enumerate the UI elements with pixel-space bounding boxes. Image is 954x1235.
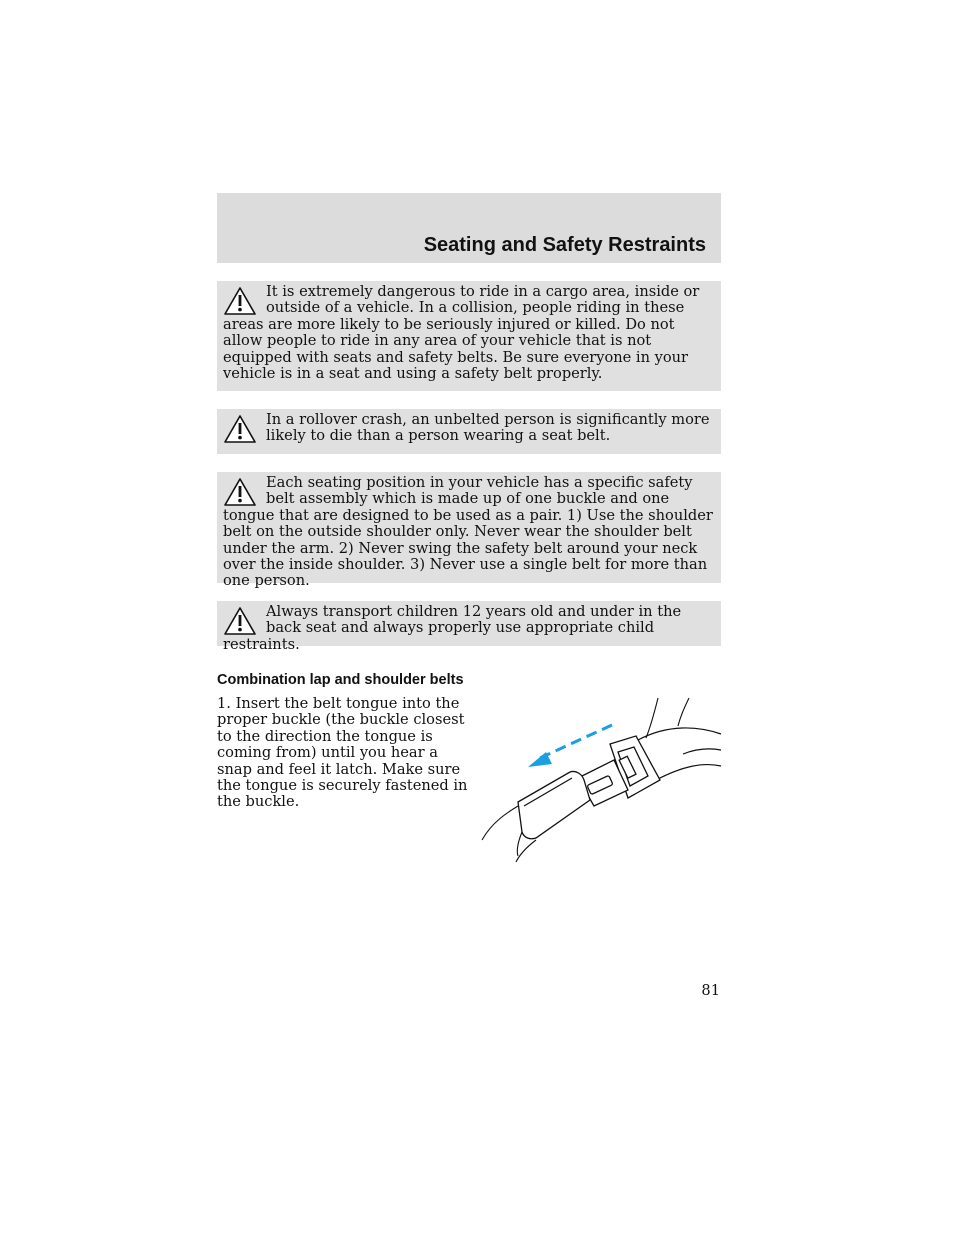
warning-box-cargo-area [217, 281, 721, 391]
warning-triangle-icon [223, 414, 257, 444]
warning-text: In a rollover crash, an unbelted person is significantly more likely to die than a person wearing a seat belt. [266, 411, 710, 445]
page-number: 81 [701, 982, 720, 999]
warning-triangle-icon [223, 606, 257, 636]
warning-text: Each seating position in your vehicle has a specific safety belt assembly which is made up of one buckle and one tongue that are designed to be used as a pair. 1) Use the shoulder belt on the outside shoulder only. Never wear the shoulder belt under the arm. 2) Never swing the safety belt around your neck over the inside shoulder. 3) Never use a single belt for more than one person. [223, 474, 713, 590]
warning-box-seating-position [217, 472, 721, 590]
section-header-band [217, 193, 721, 263]
section-heading: Combination lap and shoulder belts [217, 672, 464, 688]
warning-box-children [217, 601, 721, 653]
warning-text: Always transport children 12 years old and under in the back seat and always properly use appropriate child restraints. [223, 603, 682, 653]
step-1-text: 1. Insert the belt tongue into the proper buckle (the buckle closest to the direction the tongue is coming from) until you hear a snap and feel it latch. Make sure the tongue is securely fastened in the buckle. [217, 695, 468, 811]
warning-triangle-icon [223, 286, 257, 316]
warning-box-rollover [217, 409, 721, 454]
seat-belt-buckle-illustration [478, 694, 722, 864]
warning-text: It is extremely dangerous to ride in a cargo area, inside or outside of a vehicle. In a collision, people riding in these areas are more likely to be seriously injured or killed. Do not allow people to ride in any area of your vehicle that is not equipped with seats and safety belts. Be sure everyone in your vehicle is in a seat and using a safety belt properly. [223, 283, 700, 383]
page-title: Seating and Safety Restraints [423, 234, 706, 256]
warning-triangle-icon [223, 477, 257, 507]
